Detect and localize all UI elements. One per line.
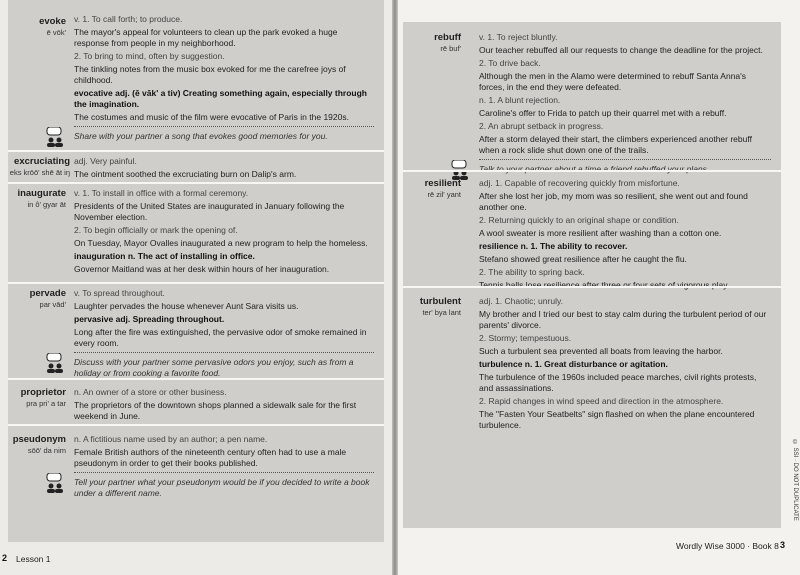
pronunciation: par vād' [39, 300, 66, 309]
entry-turbulent [403, 286, 781, 528]
example: Laughter pervades the house whenever Aunt Sara visits us. [74, 301, 299, 311]
example: The tinkling notes from the music box evoked for me the carefree joys of childhood. [74, 64, 346, 85]
sense: 2. Rapid changes in wind speed and direction in the atmosphere. [479, 396, 724, 406]
headword-block [403, 296, 461, 317]
example: Long after the fire was extinguished, the pervasive odor of smoke remained in every room. [74, 327, 367, 348]
example: Caroline's offer to Frida to patch up their quarrel met with a rebuff. [479, 108, 727, 118]
example: The mayor's appeal for volunteers to clean up the park evoked a huge response from people in my neighborhood. [74, 27, 338, 48]
partner-talk-icon [44, 473, 66, 493]
headword: pseudonym [12, 434, 66, 445]
pronunciation: rē buf' [440, 44, 461, 53]
example: After a storm delayed their start, the climbers experienced another rebuff when a rock slide shut down one of the trails. [479, 134, 752, 155]
sense: v. To spread throughout. [74, 288, 165, 298]
headword: resilient [424, 178, 461, 189]
sense: n. An owner of a store or other business. [74, 387, 227, 397]
example: Female British authors of the nineteenth century often had to use a male pseudonym in order to get their books published. [74, 447, 347, 468]
example: After she lost her job, my mom was so resilient, she went out and found another one. [479, 191, 748, 212]
partner-talk-icon [44, 353, 66, 373]
entry-rebuff [403, 22, 781, 174]
headword-block [8, 156, 70, 177]
page-number: 3 [780, 540, 786, 550]
pronunciation: ē vōk' [46, 28, 66, 37]
example: Stefano showed great resilience after he caught the flu. [479, 254, 687, 264]
example: On Tuesday, Mayor Ovalles inaugurated a new program to help the homeless. [74, 238, 368, 248]
partner-talk [74, 472, 374, 499]
sense: v. 1. To install in office with a formal ceremony. [74, 188, 249, 198]
definitions [74, 434, 374, 499]
definitions [479, 178, 771, 293]
sense: n. A fictitious name used by an author; a pen name. [74, 434, 268, 444]
definitions [479, 32, 771, 175]
left-page [0, 0, 392, 575]
example: Governor Maitland was at her desk within hours of her inauguration. [74, 264, 330, 274]
sense: adj. Very painful. [74, 156, 137, 166]
lesson-footer: Lesson 1 [16, 554, 51, 564]
derived-form: pervasive adj. Spreading throughout. [74, 314, 225, 324]
example: The costumes and music of the film were evocative of Paris in the 1920s. [74, 112, 349, 122]
entry-proprietor [8, 378, 384, 424]
sense: 2. To begin officially or mark the opening of. [74, 225, 238, 235]
sense: 2. To drive back. [479, 58, 541, 68]
entry-inaugurate [8, 182, 384, 282]
example: The turbulence of the 1960s included peace marches, civil rights protests, and assassinations. [479, 372, 757, 393]
example: The "Fasten Your Seatbelts" sign flashed on when the plane encountered turbulence. [479, 409, 755, 430]
entry-resilient [403, 170, 781, 290]
entry-excruciating [8, 150, 384, 182]
sense: 2. Returning quickly to an original shape or condition. [479, 215, 679, 225]
partner-talk-text: Share with your partner a song that evokes good memories for you. [74, 131, 328, 141]
example: Tennis balls lose resilience after three or four sets of vigorous play. [479, 280, 730, 290]
headword: pervade [29, 288, 66, 299]
headword-block [8, 387, 66, 408]
derived-form: evocative adj. (ē vāk' a tiv) Creating something again, especially through the imagination. [74, 88, 367, 109]
example: My brother and I tried our best to stay calm during the turbulent period of our parents' divorce. [479, 309, 767, 330]
example: Although the men in the Alamo were determined to rebuff Santa Anna's forces, in the end they were defeated. [479, 71, 747, 92]
sense: 2. Stormy; tempestuous. [479, 333, 572, 343]
sense: adj. 1. Capable of recovering quickly from misfortune. [479, 178, 680, 188]
derived-form: resilience n. 1. The ability to recover. [479, 241, 628, 251]
derived-form: inauguration n. The act of installing in office. [74, 251, 255, 261]
example: The proprietors of the downtown shops planned a sidewalk sale for the first weekend in June. [74, 400, 357, 421]
definitions [74, 156, 374, 182]
partner-talk-icon [44, 127, 66, 147]
right-page [398, 0, 800, 575]
definitions [74, 14, 374, 142]
pronunciation: sōō' da nim [27, 446, 66, 455]
partner-talk-text: Talk to your partner about a time a friend rebuffed your plans. [479, 164, 710, 174]
headword-block [403, 178, 461, 199]
headword-block [8, 288, 66, 309]
sense: 2. The ability to spring back. [479, 267, 585, 277]
headword: proprietor [20, 387, 66, 398]
example: The ointment soothed the excruciating burn on Dalip's arm. [74, 169, 297, 179]
sense: 2. An abrupt setback in progress. [479, 121, 604, 131]
headword-block [8, 16, 66, 37]
sense: n. 1. A blunt rejection. [479, 95, 561, 105]
page-number: 2 [2, 553, 8, 563]
example: Our teacher rebuffed all our requests to change the deadline for the project. [479, 45, 763, 55]
word-list-panel [403, 22, 781, 528]
entry-pervade [8, 282, 384, 378]
partner-talk-text: Tell your partner what your pseudonym would be if you decided to write a book under a different name. [74, 477, 370, 498]
entry-evoke [8, 0, 384, 150]
pronunciation: rē zil' yant [427, 190, 461, 199]
headword: rebuff [434, 32, 461, 43]
definitions [74, 188, 374, 277]
word-list-panel [8, 0, 384, 542]
entry-pseudonym [8, 424, 384, 542]
headword-block [8, 188, 66, 209]
sense: 2. To bring to mind, often by suggestion. [74, 51, 225, 61]
example: A wool sweater is more resilient after washing than a cotton one. [479, 228, 722, 238]
derived-form: turbulence n. 1. Great disturbance or agitation. [479, 359, 668, 369]
pronunciation: in ô' gyar āt [27, 200, 66, 209]
example: Such a turbulent sea prevented all boats from leaving the harbor. [479, 346, 723, 356]
sense: v. 1. To reject bluntly. [479, 32, 558, 42]
example: Presidents of the United States are inaugurated in January following the November election. [74, 201, 345, 222]
headword: inaugurate [17, 188, 66, 199]
sense: v. 1. To call forth; to produce. [74, 14, 183, 24]
headword: evoke [39, 16, 66, 27]
definitions [74, 288, 374, 379]
definitions [74, 387, 374, 424]
partner-talk-text: Discuss with your partner some pervasive odors you enjoy, such as from a holiday or from cooking a favorite food. [74, 357, 354, 378]
headword: excruciating [14, 156, 70, 167]
pronunciation: ter' bya lant [422, 308, 461, 317]
headword: turbulent [419, 296, 461, 307]
pronunciation: eks krōō' shē āt iŋ [9, 168, 70, 177]
definitions [479, 296, 771, 433]
book-footer: Wordly Wise 3000 · Book 8 [676, 541, 779, 551]
headword-block [403, 32, 461, 53]
pronunciation: pra pri' a tar [26, 399, 66, 408]
partner-talk [74, 126, 374, 142]
copyright-side-tab: © SSI · DO NOT DUPLICATE [792, 440, 798, 521]
headword-block [8, 434, 66, 455]
sense: adj. 1. Chaotic; unruly. [479, 296, 563, 306]
partner-talk [74, 352, 374, 379]
